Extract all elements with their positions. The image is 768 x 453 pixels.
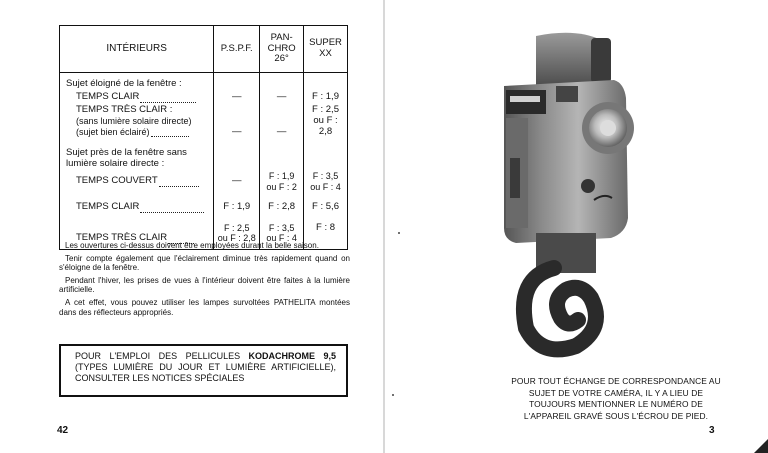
note-paragraph: A cet effet, vous pouvez utiliser les lampes survoltées PATHELITA montées dans des réflecteurs appropriés. — [59, 297, 350, 317]
row-label: TEMPS CLAIR — [60, 91, 214, 104]
scan-speck — [398, 232, 400, 234]
camera-photo — [496, 28, 656, 358]
row-label: TEMPS COUVERT — [60, 170, 214, 193]
row-label-main: TEMPS TRÈS CLAIR : — [76, 104, 173, 116]
notes-block — [59, 241, 350, 320]
cell-superxx: F : 3,5 ou F : 4 — [304, 170, 348, 193]
row-label: TEMPS CLAIR — [60, 201, 214, 214]
kodachrome-notice-box — [59, 344, 348, 397]
exposure-table — [59, 25, 348, 250]
note-paragraph: Tenir compte également que l'éclairement diminue très rapidement quand on s'éloigne de la fenêtre. — [59, 253, 350, 273]
scan-speck — [392, 394, 394, 396]
section-row — [60, 73, 348, 91]
header-pspf: P.S.P.F. — [214, 26, 260, 73]
cell-panchro: F : 3,5 ou F : 4 — [260, 222, 304, 245]
section-row — [60, 139, 348, 171]
note-paragraph: Pendant l'hiver, les prises de vues à l'intérieur doivent être faites à la lumière artificielle. — [59, 275, 350, 295]
cell-superxx: F : 5,6 — [304, 201, 348, 214]
cell-pspf: F : 1,9 — [214, 201, 260, 214]
note-paragraph: Les ouvertures ci-dessus doivent être employées durant la belle saison. — [65, 241, 319, 250]
cell-pspf: F : 2,5 ou F : 2,8 — [214, 222, 260, 245]
table-header-row — [60, 26, 348, 73]
section-title-near: Sujet près de la fenêtre sans lumière solaire directe : — [60, 139, 214, 171]
notice-text: POUR L'EMPLOI DES PELLICULES — [75, 351, 249, 361]
cell-superxx: F : 1,9 — [304, 91, 348, 104]
cell-superxx: F : 8 — [304, 222, 348, 245]
table-row — [60, 170, 348, 193]
page-number-left: 42 — [57, 425, 69, 436]
header-interieurs: INTÉRIEURS — [60, 26, 214, 73]
cell-panchro: — — [260, 104, 304, 139]
row-label-sub: (sujet bien éclairé) — [76, 127, 211, 137]
row-label: TEMPS TRÈS CLAIR — [60, 222, 214, 245]
page-corner — [754, 439, 768, 453]
cell-panchro: F : 1,9 ou F : 2 — [260, 170, 304, 193]
section-title-far: Sujet éloigné de la fenêtre : — [60, 73, 214, 91]
header-panchro: PAN- CHRO 26° — [260, 26, 304, 73]
notice-text: (TYPES LUMIÈRE DU JOUR ET LUMIÈRE ARTIFICIELLE), CONSULTER LES NOTICES SPÉCIALES — [75, 362, 336, 383]
table-row — [60, 104, 348, 139]
cell-panchro: F : 2,8 — [260, 201, 304, 214]
row-label — [60, 104, 214, 139]
page-number-right: 3 — [709, 425, 715, 436]
cell-panchro: — — [260, 91, 304, 104]
table-row — [60, 91, 348, 104]
cell-pspf: — — [214, 91, 260, 104]
table-row — [60, 201, 348, 214]
cell-pspf: — — [214, 170, 260, 193]
cell-superxx: F : 2,5 ou F : 2,8 — [304, 104, 348, 139]
caption-correspondance: POUR TOUT ÉCHANGE DE CORRESPONDANCE AU SUJET DE VOTRE CAMÉRA, IL Y A LIEU DE TOUJOURS MENTIONNER LE NUMÉRO DE L'APPAREIL GRAVÉ SOUS L'ÉCROU DE PIED. — [511, 376, 721, 421]
page-gutter — [383, 0, 385, 453]
wrist-strap — [524, 268, 596, 349]
header-superxx: SUPER XX — [304, 26, 348, 73]
row-label-sub: (sans lumière solaire directe) — [76, 116, 192, 127]
notice-bold: KODACHROME 9,5 — [248, 351, 336, 361]
cell-pspf: — — [214, 104, 260, 139]
